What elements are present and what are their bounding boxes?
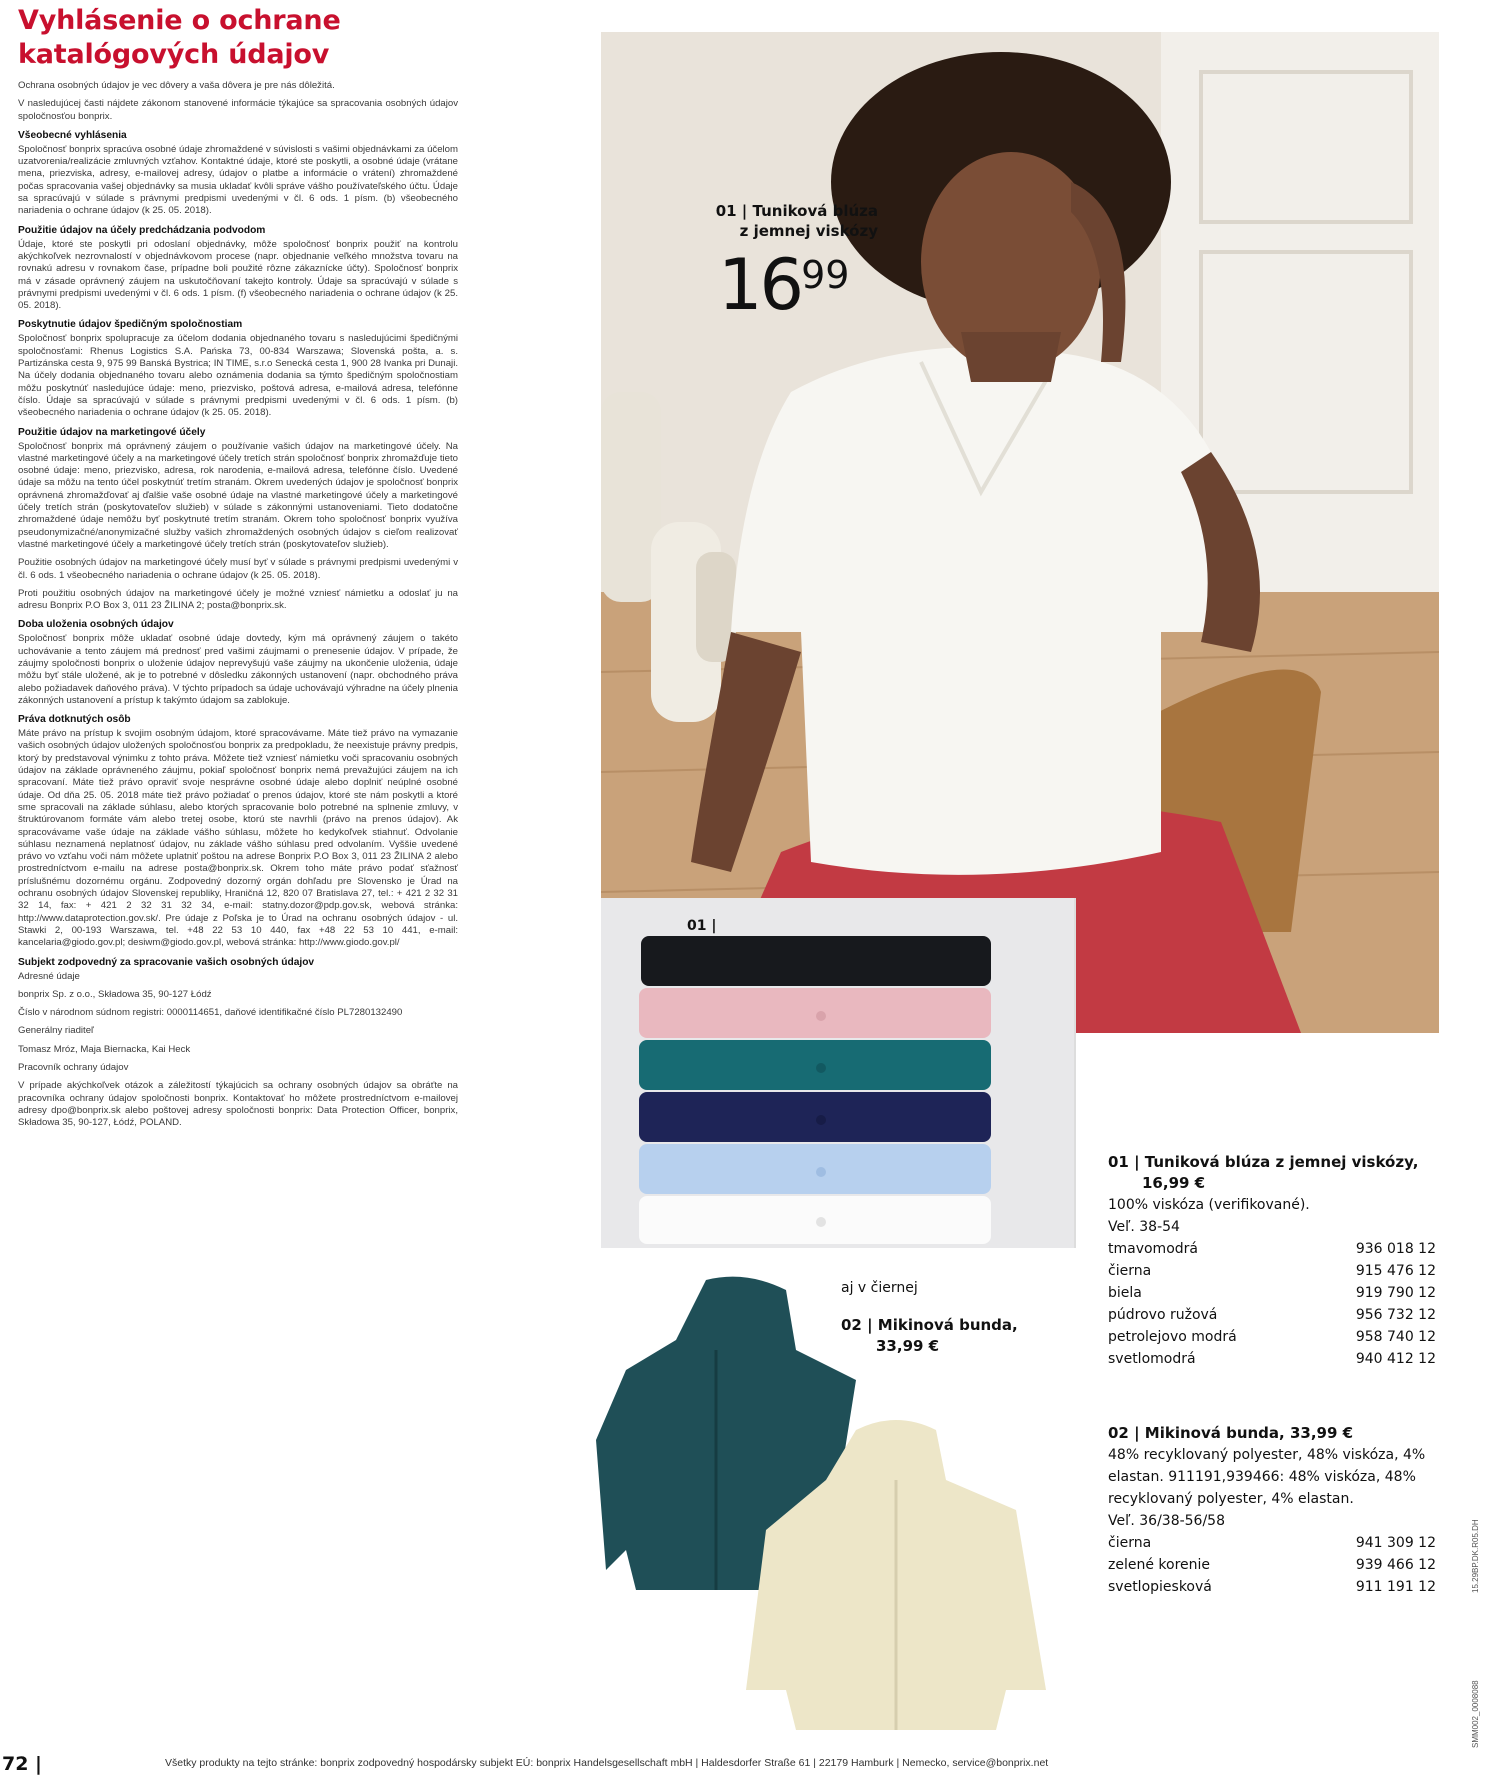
privacy-intro-2: V nasledujúcej časti nájdete zákonom stanovené informácie týkajúce sa spracovania osobných údajov spoločnosťou bonprix. [18,98,458,122]
color-code: 956 732 12 [1355,1307,1436,1323]
blouse-photo-line1: Tuniková blúza [752,202,878,220]
color-code: 941 309 12 [1355,1535,1436,1551]
controller-label-dpo: Pracovník ochrany údajov [18,1062,129,1073]
blouse-sizes: Veľ. 38-54 [1108,1219,1180,1235]
model-photo [601,32,1439,1033]
page-number: 72 | [2,1753,42,1775]
jacket-photo-price: 33,99 € [876,1337,940,1355]
color-name: petrolejovo modrá [1108,1329,1237,1345]
color-name: svetlomodrá [1108,1351,1196,1367]
color-row [1108,1348,1438,1370]
color-name: tmavomodrá [1108,1241,1198,1257]
privacy-title-line1: Vyhlásenie o ochrane [18,5,341,36]
jacket-also-black-note: aj v čiernej [841,1280,918,1296]
section-heading-shipping: Poskytnutie údajov špedičným spoločnostiam [18,319,243,331]
privacy-statement [18,4,458,1135]
jacket-photo-label [841,1315,1018,1357]
color-code: 936 018 12 [1355,1241,1436,1257]
blouse-title-text: 01 | Tuniková blúza z jemnej viskózy, [1108,1153,1419,1171]
section-text-marketing-2: Použitie osobných údajov na marketingové účely musí byť v súlade s právnymi predpismi uvedenými v čl. 6 ods. 1 všeobecného nariadenia o ochrane údajov (k 25. 05. 2018). [18,557,458,581]
section-text-retention: Spoločnosť bonprix môže ukladať osobné údaje dovtedy, kým má oprávnený záujem o takéto uchovávanie a tento záujem má prednosť pred vašimi záujmami o prenesenie údajov. V prípade, že záujmy spoločnosti bonprix o uloženie údajov neprevyšujú vaše záujmy na ukončenie uloženia, údaje môžu byť stále uložené, ak je to potrebné v dôsledku zákonných ustanovení (napr. obchodného práva alebo požiadavek daňového práva). V týchto prípadoch sa údaje uchovávajú výhradne na účely plnenia zákonných ustanovení a prístup k takýmto údajom sa zablokuje. [18,633,458,706]
controller-label-address: Adresné údaje [18,970,80,982]
color-name: zelené korenie [1108,1557,1211,1573]
section-heading-rights: Práva dotknutých osôb [18,714,131,726]
model-illustration [601,32,1439,1033]
color-row [1108,1576,1438,1598]
color-code: 911 191 12 [1355,1579,1436,1595]
section-heading-marketing: Použitie údajov na marketingové účely [18,426,206,438]
folded-blouses-illustration [601,898,1076,1248]
controller-directors: Tomasz Mróz, Maja Biernacka, Kai Heck [18,1043,191,1055]
color-name: svetlopiesková [1108,1579,1212,1595]
color-name: púdrovo ružová [1108,1307,1218,1323]
section-heading-controller: Subjekt zodpovedný za spracovanie vašich osobných údajov [18,956,315,968]
price-integer: 16 [718,244,802,326]
color-row [1108,1260,1438,1282]
color-row [1108,1304,1438,1326]
price-decimal: 99 [801,253,850,297]
color-name: čierna [1108,1535,1152,1551]
color-code: 940 412 12 [1355,1351,1436,1367]
blouse-stack-photo [601,898,1076,1248]
vertical-print-code-2: SMM002_0008088 [1471,1680,1480,1748]
privacy-title [18,4,458,72]
section-text-marketing-3: Proti použitiu osobných údajov na marketingové účely je možné vzniesť námietku a odoslať ju na adresu Bonprix P.O Box 3, 011 23 ŽILINA 2; posta@bonprix.sk. [18,587,458,612]
color-row [1108,1554,1438,1576]
blouse-price: 16,99 € [1142,1174,1206,1192]
product-info-jacket [1108,1423,1438,1598]
vertical-print-code-1: 15.29BP.DK.R05.DH [1471,1519,1480,1593]
blouse-title [1108,1152,1438,1194]
jacket-sizes: Veľ. 36/38-56/58 [1108,1513,1225,1529]
color-row [1108,1282,1438,1304]
controller-dpo-text: V prípade akýchkoľvek otázok a záležitostí týkajúcich sa ochrany osobných údajov sa obráťte na pracovníka ochrany údajov spoločnosti bonprix. Kontaktovať ho môžete prostredníctvom e-mailovej adresy dpo@bonprix.sk alebo poštovej adresy spoločnosti bonprix: Data Protection Officer, bonprix, Składowa 35, 90-127, Łódź, POLAND. [18,1080,458,1129]
jacket-photo-line1: 02 | Mikinová bunda, [841,1316,1018,1334]
color-row [1108,1326,1438,1348]
color-row [1108,1532,1438,1554]
section-text-marketing: Spoločnosť bonprix má oprávnený záujem o používanie vašich údajov na marketingové účely. Na vlastné marketingové účely a na marketingové účely tretích strán spoločnosť bonprix zhromažďuje tieto osobné údaje: meno, priezvisko, adresa, rok narodenia, e-mailová adresa, telefónne číslo. Uvedené údaje sa môžu na tento účel poskytnúť tretím stranám. Okrem uvedených údajov je spoločnosť bonprix oprávnená zhromažďovať aj ďalšie vaše osobné údaje na vlastné marketingové účely a marketingové účely tretích strán (poskytovateľov služieb) v súlade s zákonnými ustanoveniami. Tieto dodatočne zhromaždené údaje nemôžu byť poskytnuté tretím stranám. Okrem toho spoločnosť bonprix využíva pseudonymizačné/anonymizačné služby vašich zhromaždených osobných údajov s cieľom realizovať vlastné marketingové účely a marketingové účely tretích strán (poskytovateľov služieb). [18,440,458,550]
color-row [1108,1238,1438,1260]
blouse-color-table [1108,1238,1438,1370]
jacket-title: 02 | Mikinová bunda, 33,99 € [1108,1424,1354,1442]
section-text-rights: Máte právo na prístup k svojim osobným údajom, ktoré spracovávame. Máte tiež právo na vymazanie vašich osobných údajov uložených spoločnosťou bonprix za predpokladu, že neexistuje právny predpis, ktorý by predstavoval výnimku z tohto práva. Môžete tiež vzniesť námietku voči spracovaniu osobných údajov na základe oprávneného záujmu, pokiaľ spoločnosť bonprix nemá prevažujúci záujem na ich spracovaní. Máte tiež právo opraviť svoje nesprávne osobné údaje alebo doplniť neúplné osobné údaje. Od dňa 25. 05. 2018 máte tiež právo požiadať o prenos údajov, ktoré ste nám poskytli a ktoré sme spracovali na základe súhlasu, alebo ktorých spracovanie bolo potrebné na splnenie zmluvy, v štruktúrovanom formáte vám alebo tretej osobe, ktorú ste navrhli (právo na prenos údajov). Ak spracovávame vaše údaje na základe vášho súhlasu, môžete ho kedykoľvek stiahnuť. Odvolanie súhlasu neznamená neplatnosť údajov, nu základe vášho súhlasu pred odvolaním. Vyššie uvedené právo vo vzťahu voči nám môžete uplatniť poštou na adrese Bonprix P.O Box 3, 011 23 ŽILINA 2 alebo prostredníctvom e-mailu na adrese posta@bonprix.sk. Okrem toho máte právo podať sťažnosť príslušnému dozornému orgánu. Zodpovedný dozorný orgán dohľadu pre Slovensko je Úrad na ochranu osobných údajov Slovenskej republiky, Hraničná 12, 820 07 Bratislava 27, tel.: + 421 2 32 31 32 14, fax: + 421 2 32 31 32 34, e-mail: statny.dozor@pdp.gov.sk, webová stránka: http://www.dataprotection.gov.sk/. Pre údaje z Poľska je to Úrad na ochranu osobných údajov - ul. Stawki 2, 00-193 Warszawa, tel. +48 22 53 10 440, fax +48 22 53 10 441, e-mail: kancelaria@giodo.gov.pl; desiwm@giodo.gov.pl, webová stránka: http://www.giodo.gov.pl/ [18,728,458,949]
jacket-color-table [1108,1532,1438,1598]
privacy-title-line2: katalógových údajov [18,39,330,70]
section-heading-general: Všeobecné vyhlásenia [18,129,127,141]
section-heading-retention: Doba uloženia osobných údajov [18,619,174,631]
color-code: 958 740 12 [1355,1329,1436,1345]
privacy-intro-1: Ochrana osobných údajov je vec dôvery a vaša dôvera je pre nás dôležitá. [18,80,335,91]
controller-label-director: Generálny riaditeľ [18,1025,94,1037]
color-code: 919 790 12 [1355,1285,1436,1301]
section-text-fraud: Údaje, ktoré ste poskytli pri odoslaní objednávky, môže spoločnosť bonprix použiť na kontrolu akýchkoľvek nezrovnalostí v objednávkovom procese (napr. objednanie veľkého množstva tovaru na rovnakú adresu v rovnakom čase, prípadne boli použité rôzne zákaznícke účty). Spoločnosť bonprix má v zásade oprávnený záujem na uskutočňovaní takejto kontroly. Údaje sa spracúvajú v súlade s právnymi predpismi uvedenými v čl. 6 ods. 1 písm. (f) všeobecného nariadenia o ochrane údajov (k 25. 05. 2018). [18,238,458,312]
jacket-material: 48% recyklovaný polyester, 48% viskóza, 4% elastan. 911191,939466: 48% viskóza, 48% recyklovaný polyester, 4% elastan. [1108,1447,1426,1507]
controller-registry: Číslo v národnom súdnom registri: 0000114651, daňové identifikačné číslo PL7280132490 [18,1007,403,1019]
color-code: 939 466 12 [1355,1557,1436,1573]
color-name: biela [1108,1285,1142,1301]
controller-address: bonprix Sp. z o.o., Składowa 35, 90-127 Łódź [18,988,212,1000]
footer-legal-line: Všetky produkty na tejto stránke: bonprix zodpovedný hospodársky subjekt EÚ: bonprix Handelsgesellschaft mbH | Haldesdorfer Straße 61 | 22179 Hamburk | Nemecko, service@bonprix.net [165,1757,1049,1769]
blouse-photo-line2: z jemnej viskózy [739,222,878,240]
section-heading-fraud: Použitie údajov na účely predchádzania podvodom [18,224,266,236]
color-name: čierna [1108,1263,1152,1279]
blouse-photo-code: 01 | [715,202,748,220]
color-code: 915 476 12 [1355,1263,1436,1279]
section-text-shipping: Spoločnosť bonprix spolupracuje za účelom dodania objednaného tovaru s nasledujúcimi špedičnými spoločnosťami: Rhenus Logistics S.A. Pańska 73, 00-834 Warszawa; Slovenská pošta, a. s. Partizánska cesta 9, 975 99 Banská Bystrica; IN TIME, s.r.o Senecká cesta 1, 900 28 Ivanka pri Dunaji. Na účely dodania objednaného tovaru alebo oznámenia dodania sa týmto špedičným spoločnostiam môžu poskytnúť nasledujúce údaje: meno, priezvisko, poštová adresa, e-mailová adresa, telefónne číslo. Údaje sa spracúvajú v súlade s právnymi predpismi uvedenými v čl. 6 ods. 1 písm. (b) všeobecného nariadenia o ochrane údajov (k 25. 05. 2018). [18,333,458,419]
blouse-material: 100% viskóza (verifikované). [1108,1197,1310,1213]
blouse-big-price [718,244,850,326]
stack-photo-code: 01 | [687,918,717,934]
section-text-general: Spoločnosť bonprix spracúva osobné údaje zhromaždené v súvislosti s vašimi objednávkami za účelom uzatvorenia/realizácie zmluvných vzťahov. Kontaktné údaje, ktoré ste poskytli, a osobné údaje (vrátane mena, priezviska, adresy, e-mailovej adresy, údajov o platbe a informácie o vrátení) zhromaždené počas spracovania vašej objednávky sa musia ukladať kvôli správe vášho používateľského účtu. Údaje sa spracúvajú v súlade s právnymi predpismi uvedenými v čl. 6 ods. 1 písm. (b) všeobecného nariadenia o ochrane údajov (k 25. 05. 2018). [18,143,458,217]
blouse-photo-label [688,201,878,241]
product-info-blouse [1108,1152,1438,1370]
